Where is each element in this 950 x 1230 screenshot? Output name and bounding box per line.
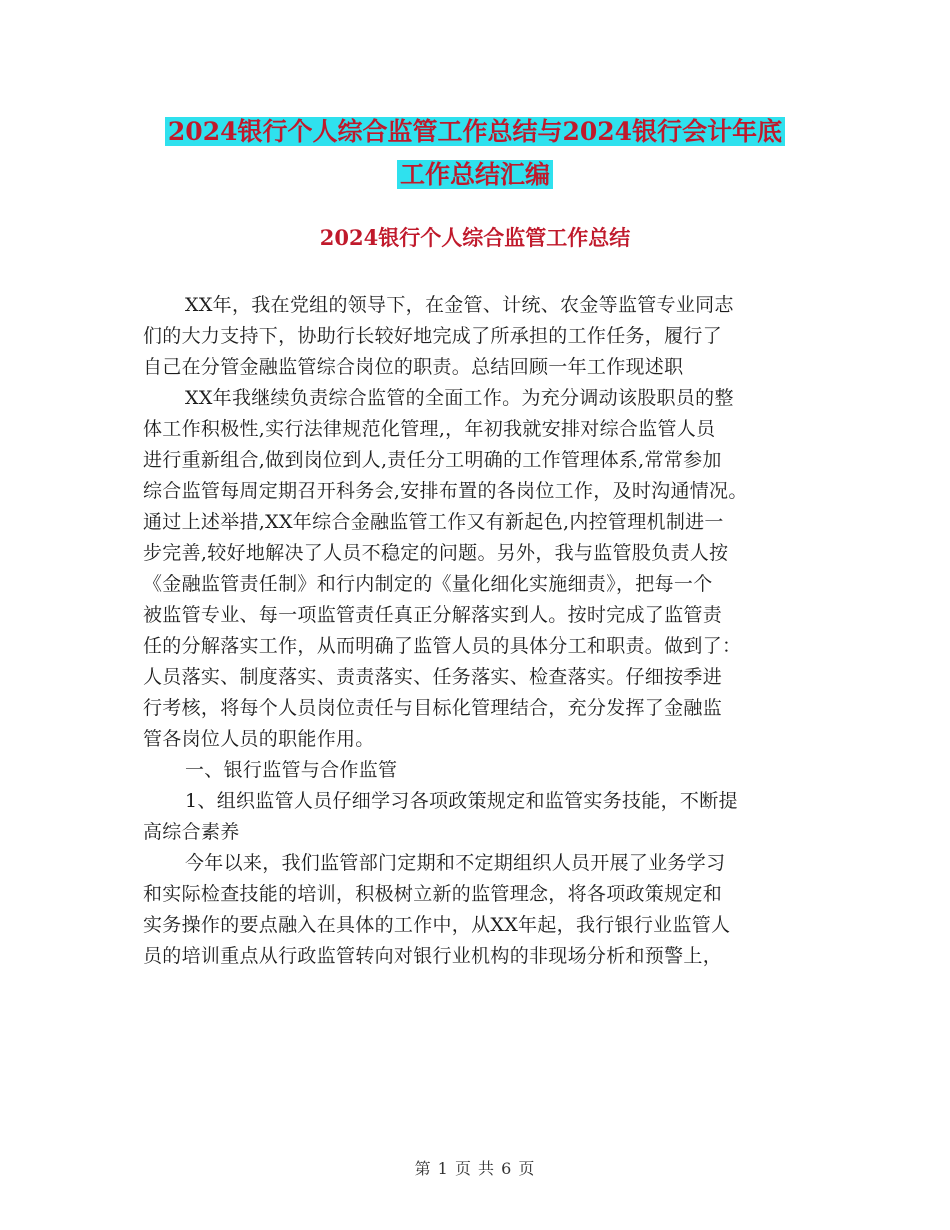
body-line: 管各岗位人员的职能作用。 <box>143 728 375 750</box>
body-line: 被监管专业、每一项监管责任真正分解落实到人。按时完成了监管责 <box>143 604 723 626</box>
heading-line: 一、银行监管与合作监管 <box>185 759 398 781</box>
body-line: 进行重新组合,做到岗位到人,责任分工明确的工作管理体系,常常参加 <box>143 449 722 471</box>
body-line: 们的大力支持下，协助行长较好地完成了所承担的工作任务，履行了 <box>143 325 723 347</box>
body-line: 人员落实、制度落实、责责落实、任务落实、检查落实。仔细按季进 <box>143 666 723 688</box>
document-title-line-1-text: 2024银行个人综合监管工作总结与2024银行会计年底 <box>165 117 785 146</box>
document-title-line-2 <box>0 153 950 197</box>
body-line: 员的培训重点从行政监管转向对银行业机构的非现场分析和预警上， <box>143 945 723 967</box>
body-line: 和实际检查技能的培训，积极树立新的监管理念，将各项政策规定和 <box>143 883 723 905</box>
document-title-line-2-text: 工作总结汇编 <box>397 160 553 189</box>
section-title: 2024银行个人综合监管工作总结 <box>319 225 631 250</box>
body-text <box>143 290 823 972</box>
body-line: 体工作积极性,实行法律规范化管理,，年初我就安排对综合监管人员 <box>143 418 716 440</box>
body-line: 实务操作的要点融入在具体的工作中，从XX年起，我行银行业监管人 <box>143 914 731 936</box>
body-line: 步完善,较好地解决了人员不稳定的问题。另外，我与监管股负责人按 <box>143 542 729 564</box>
document-title-line-1 <box>0 110 950 154</box>
body-line: 今年以来，我们监管部门定期和不定期组织人员开展了业务学习 <box>185 852 726 874</box>
page-number-footer: 第 1 页 共 6 页 <box>414 1159 536 1178</box>
body-line: 通过上述举措,XX年综合金融监管工作又有新起色,内控管理机制进一 <box>143 511 724 533</box>
subheading-line: 1、组织监管人员仔细学习各项政策规定和监管实务技能，不断提 <box>185 790 738 812</box>
body-line: 综合监管每周定期召开科务会,安排布置的各岗位工作，及时沟通情况。 <box>143 480 748 502</box>
body-line: 任的分解落实工作，从而明确了监管人员的具体分工和职责。做到了： <box>143 635 742 657</box>
subheading-line: 高综合素养 <box>143 821 240 843</box>
body-line: 行考核，将每个人员岗位责任与目标化管理结合，充分发挥了金融监 <box>143 697 723 719</box>
body-line: 《金融监管责任制》和行内制定的《量化细化实施细责》，把每一个 <box>143 573 713 595</box>
body-line: XX年，我在党组的领导下，在金管、计统、农金等监管专业同志 <box>185 294 734 316</box>
body-line: XX年我继续负责综合监管的全面工作。为充分调动该股职员的整 <box>185 387 734 409</box>
body-line: 自己在分管金融监管综合岗位的职责。总结回顾一年工作现述职 <box>143 356 684 378</box>
